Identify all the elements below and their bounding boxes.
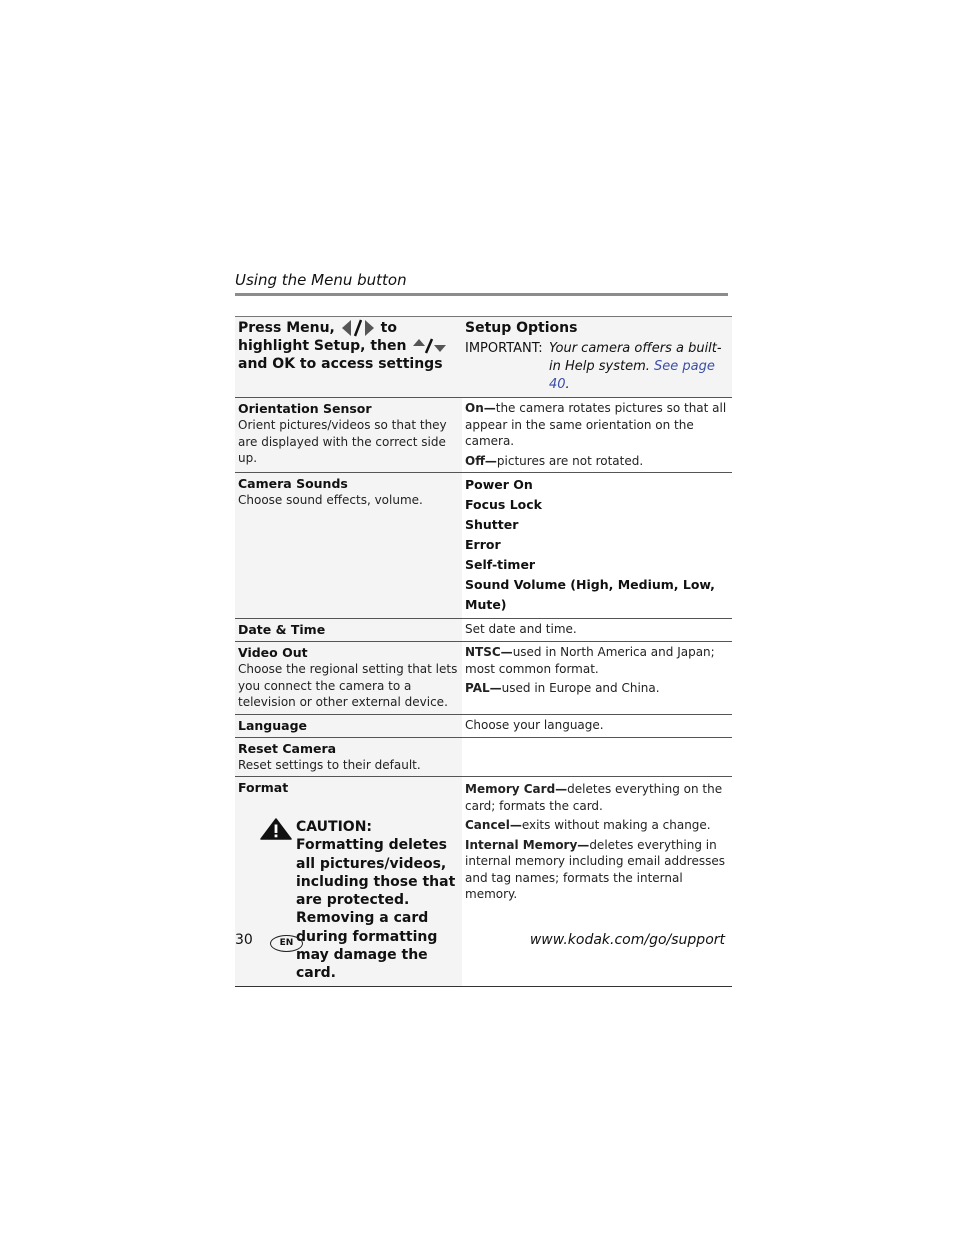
table-row-camera-sounds — [235, 473, 732, 619]
caution-block — [260, 818, 459, 983]
sound-option: Self-timer — [465, 557, 536, 572]
running-head: Using the Menu button — [235, 271, 407, 289]
header-instruction-post: and OK to access settings — [238, 356, 443, 372]
orientation-on-option: On—the camera rotates pictures so that all appear in the same orientation on the camera. — [465, 401, 727, 448]
see-page-link[interactable]: See page 40 — [549, 359, 715, 392]
up-down-arrows-icon — [413, 338, 447, 354]
table-row-orientation — [235, 398, 732, 473]
orientation-desc: Orient pictures/videos so that they are displayed with the correct side up. — [238, 418, 447, 465]
header-instruction-pre: Press Menu, — [238, 320, 335, 336]
setup-options-table — [235, 316, 732, 987]
camera-sounds-desc: Choose sound effects, volume. — [238, 493, 423, 507]
sound-option: Shutter — [465, 517, 519, 532]
table-header-row — [235, 317, 732, 398]
format-cancel-option: Cancel—exits without making a change. — [465, 818, 711, 832]
orientation-title: Orientation Sensor — [238, 401, 372, 416]
header-rule — [235, 293, 728, 296]
support-url: www.kodak.com/go/support — [529, 932, 725, 948]
format-memory-card-option: Memory Card—deletes everything on the card; formats the card. — [465, 782, 723, 813]
sound-option: Focus Lock — [465, 497, 542, 512]
table-row-date-time — [235, 619, 732, 642]
language-desc: Choose your language. — [465, 717, 604, 732]
camera-sounds-title: Camera Sounds — [238, 476, 348, 491]
video-out-title: Video Out — [238, 645, 308, 660]
caution-text: Formatting deletes all pictures/videos, including those that are protected. Removing a card during formatting may damage the card. — [296, 837, 456, 982]
reset-camera-desc: Reset settings to their default. — [238, 757, 421, 772]
warning-icon — [260, 818, 292, 840]
important-text: Your camera offers a built-in Help system. — [549, 341, 722, 374]
setup-options-title: Setup Options — [465, 320, 578, 336]
header-options-cell — [462, 317, 732, 398]
sound-option: Error — [465, 537, 501, 552]
table-row-format — [235, 777, 732, 987]
header-instruction-mid: to highlight Setup, then — [238, 320, 407, 354]
left-right-arrows-icon — [342, 319, 374, 337]
sound-option: Power On — [465, 477, 533, 492]
important-note: IMPORTANT: Your camera offers a built-in Help system. See page 40. — [465, 341, 722, 392]
header-instruction-cell — [235, 317, 462, 398]
video-out-desc: Choose the regional setting that lets you connect the camera to a television or other external device. — [238, 662, 458, 709]
orientation-off-option: Off—pictures are not rotated. — [465, 453, 644, 468]
table-row-reset-camera — [235, 737, 732, 777]
reset-camera-title: Reset Camera — [238, 740, 337, 756]
video-out-pal-option: PAL—used in Europe and China. — [465, 681, 660, 695]
video-out-ntsc-option: NTSC—used in North America and Japan; most common format. — [465, 645, 715, 676]
language-badge: EN — [270, 935, 303, 952]
sound-option: Sound Volume (High, Medium, Low, Mute) — [465, 577, 715, 612]
date-time-title: Date & Time — [238, 622, 326, 637]
caution-label: CAUTION: — [296, 819, 373, 835]
page-number: 30 — [235, 932, 253, 948]
language-title: Language — [238, 717, 308, 733]
table-row-video-out — [235, 642, 732, 715]
date-time-desc: Set date and time. — [465, 622, 577, 636]
format-title: Format — [238, 780, 289, 795]
important-label: IMPORTANT: — [465, 341, 543, 356]
table-row-language — [235, 714, 732, 737]
format-internal-memory-option: Internal Memory—deletes everything in internal memory including email addresses and tag names; formats the internal memory. — [465, 837, 725, 901]
